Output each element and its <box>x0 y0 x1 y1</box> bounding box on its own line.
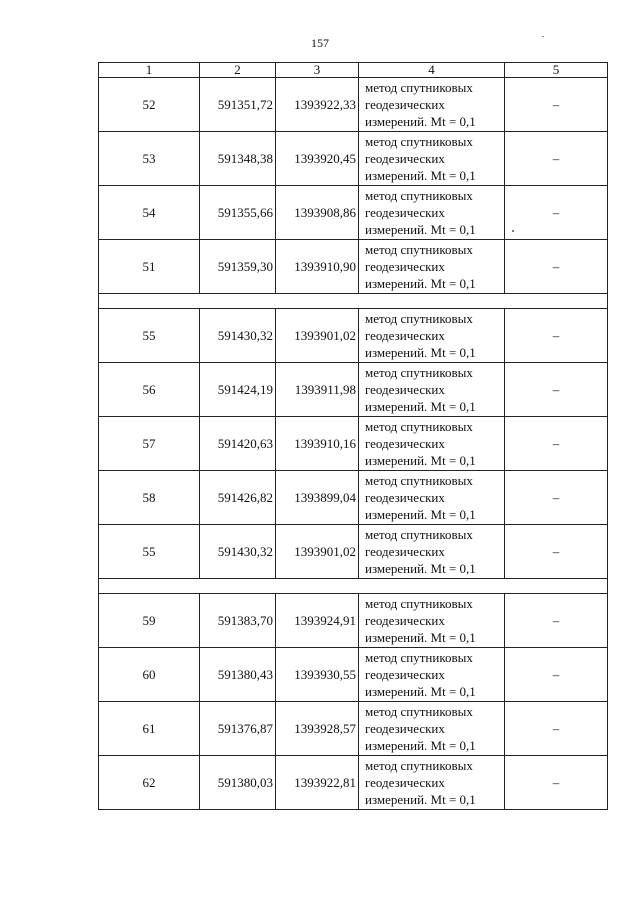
method-text-line: геодезических <box>365 151 445 166</box>
point-number-cell: 59 <box>99 594 200 648</box>
point-number-cell: 57 <box>99 417 200 471</box>
table-row <box>99 132 608 186</box>
coordinates-table <box>98 62 608 810</box>
y-coordinate-cell: 1393911,98 <box>276 363 359 417</box>
x-coordinate-cell: 591424,19 <box>200 363 276 417</box>
column-header-3: 3 <box>276 63 359 78</box>
table-row <box>99 309 608 363</box>
y-coordinate-cell: 1393922,81 <box>276 756 359 810</box>
column-header-4: 4 <box>359 63 505 78</box>
method-text-line: геодезических <box>365 205 445 220</box>
x-coordinate-cell: 591380,43 <box>200 648 276 702</box>
method-cell <box>359 186 505 240</box>
y-coordinate-cell: 1393901,02 <box>276 525 359 579</box>
point-number-cell: 51 <box>99 240 200 294</box>
y-coordinate-cell: 1393910,16 <box>276 417 359 471</box>
note-dash-cell: – <box>505 363 608 417</box>
table-row <box>99 525 608 579</box>
method-cell <box>359 309 505 363</box>
method-text-line: геодезических <box>365 490 445 505</box>
method-text-line: метод спутниковых <box>365 242 473 257</box>
point-number-cell: 55 <box>99 309 200 363</box>
method-text-line: геодезических <box>365 328 445 343</box>
x-coordinate-cell: 591351,72 <box>200 78 276 132</box>
method-text-line: геодезических <box>365 436 445 451</box>
method-cell <box>359 78 505 132</box>
x-coordinate-cell: 591430,32 <box>200 525 276 579</box>
method-text-line: метод спутниковых <box>365 758 473 773</box>
x-coordinate-cell: 591430,32 <box>200 309 276 363</box>
method-text-line: метод спутниковых <box>365 473 473 488</box>
method-text-line: метод спутниковых <box>365 365 473 380</box>
note-dash-cell: – <box>505 186 608 240</box>
x-coordinate-cell: 591376,87 <box>200 702 276 756</box>
x-coordinate-cell: 591380,03 <box>200 756 276 810</box>
group-separator-row <box>99 294 608 309</box>
group-separator-cell <box>99 579 608 594</box>
column-header-5: 5 <box>505 63 608 78</box>
y-coordinate-cell: 1393899,04 <box>276 471 359 525</box>
table-row <box>99 186 608 240</box>
method-text-line: метод спутниковых <box>365 650 473 665</box>
note-dash-cell: – <box>505 132 608 186</box>
x-coordinate-cell: 591359,30 <box>200 240 276 294</box>
point-number-cell: 53 <box>99 132 200 186</box>
method-text-line: метод спутниковых <box>365 419 473 434</box>
y-coordinate-cell: 1393910,90 <box>276 240 359 294</box>
method-text-line: измерений. Mt = 0,1 <box>365 345 476 360</box>
method-cell <box>359 525 505 579</box>
point-number-cell: 52 <box>99 78 200 132</box>
table-row <box>99 417 608 471</box>
table-body <box>99 78 608 810</box>
note-dash-cell: – <box>505 78 608 132</box>
y-coordinate-cell: 1393908,86 <box>276 186 359 240</box>
group-separator-cell <box>99 294 608 309</box>
note-dash-cell: – <box>505 756 608 810</box>
method-text-line: геодезических <box>365 775 445 790</box>
y-coordinate-cell: 1393928,57 <box>276 702 359 756</box>
method-text-line: измерений. Mt = 0,1 <box>365 738 476 753</box>
table-row <box>99 78 608 132</box>
method-cell <box>359 471 505 525</box>
note-dash-cell: – <box>505 594 608 648</box>
method-cell <box>359 417 505 471</box>
method-cell <box>359 702 505 756</box>
method-cell <box>359 648 505 702</box>
method-cell <box>359 756 505 810</box>
x-coordinate-cell: 591355,66 <box>200 186 276 240</box>
point-number-cell: 58 <box>99 471 200 525</box>
method-cell <box>359 240 505 294</box>
method-text-line: геодезических <box>365 544 445 559</box>
method-text-line: геодезических <box>365 613 445 628</box>
method-cell <box>359 363 505 417</box>
table-row <box>99 471 608 525</box>
point-number-cell: 56 <box>99 363 200 417</box>
method-text-line: измерений. Mt = 0,1 <box>365 630 476 645</box>
point-number-cell: 54 <box>99 186 200 240</box>
table-header-row <box>99 63 608 78</box>
note-dash-cell: – <box>505 702 608 756</box>
x-coordinate-cell: 591426,82 <box>200 471 276 525</box>
page-number: 157 <box>311 36 329 50</box>
y-coordinate-cell: 1393924,91 <box>276 594 359 648</box>
method-text-line: геодезических <box>365 259 445 274</box>
method-text-line: метод спутниковых <box>365 188 473 203</box>
column-header-2: 2 <box>200 63 276 78</box>
x-coordinate-cell: 591383,70 <box>200 594 276 648</box>
point-number-cell: 62 <box>99 756 200 810</box>
note-dash-cell: – <box>505 471 608 525</box>
table-row <box>99 594 608 648</box>
method-text-line: метод спутниковых <box>365 527 473 542</box>
column-header-1: 1 <box>99 63 200 78</box>
y-coordinate-cell: 1393930,55 <box>276 648 359 702</box>
method-text-line: метод спутниковых <box>365 80 473 95</box>
method-text-line: геодезических <box>365 667 445 682</box>
note-dash-cell: – <box>505 240 608 294</box>
method-text-line: геодезических <box>365 721 445 736</box>
method-text-line: измерений. Mt = 0,1 <box>365 168 476 183</box>
method-text-line: измерений. Mt = 0,1 <box>365 222 476 237</box>
method-text-line: метод спутниковых <box>365 704 473 719</box>
x-coordinate-cell: 591420,63 <box>200 417 276 471</box>
table-row <box>99 702 608 756</box>
point-number-cell: 60 <box>99 648 200 702</box>
method-text-line: измерений. Mt = 0,1 <box>365 114 476 129</box>
method-text-line: метод спутниковых <box>365 134 473 149</box>
method-text-line: измерений. Mt = 0,1 <box>365 684 476 699</box>
method-text-line: геодезических <box>365 382 445 397</box>
scan-speck <box>542 36 544 37</box>
method-text-line: геодезических <box>365 97 445 112</box>
group-separator-row <box>99 579 608 594</box>
note-dash-cell: – <box>505 309 608 363</box>
method-text-line: измерений. Mt = 0,1 <box>365 792 476 807</box>
note-dash-cell: – <box>505 417 608 471</box>
method-text-line: измерений. Mt = 0,1 <box>365 276 476 291</box>
table-row <box>99 756 608 810</box>
note-dash-cell: – <box>505 648 608 702</box>
method-text-line: измерений. Mt = 0,1 <box>365 399 476 414</box>
method-text-line: метод спутниковых <box>365 311 473 326</box>
point-number-cell: 61 <box>99 702 200 756</box>
y-coordinate-cell: 1393920,45 <box>276 132 359 186</box>
y-coordinate-cell: 1393922,33 <box>276 78 359 132</box>
note-dash-cell: – <box>505 525 608 579</box>
method-text-line: метод спутниковых <box>365 596 473 611</box>
point-number-cell: 55 <box>99 525 200 579</box>
method-text-line: измерений. Mt = 0,1 <box>365 453 476 468</box>
table-row <box>99 363 608 417</box>
y-coordinate-cell: 1393901,02 <box>276 309 359 363</box>
x-coordinate-cell: 591348,38 <box>200 132 276 186</box>
method-text-line: измерений. Mt = 0,1 <box>365 561 476 576</box>
table-row <box>99 240 608 294</box>
method-text-line: измерений. Mt = 0,1 <box>365 507 476 522</box>
method-cell <box>359 594 505 648</box>
table-row <box>99 648 608 702</box>
method-cell <box>359 132 505 186</box>
